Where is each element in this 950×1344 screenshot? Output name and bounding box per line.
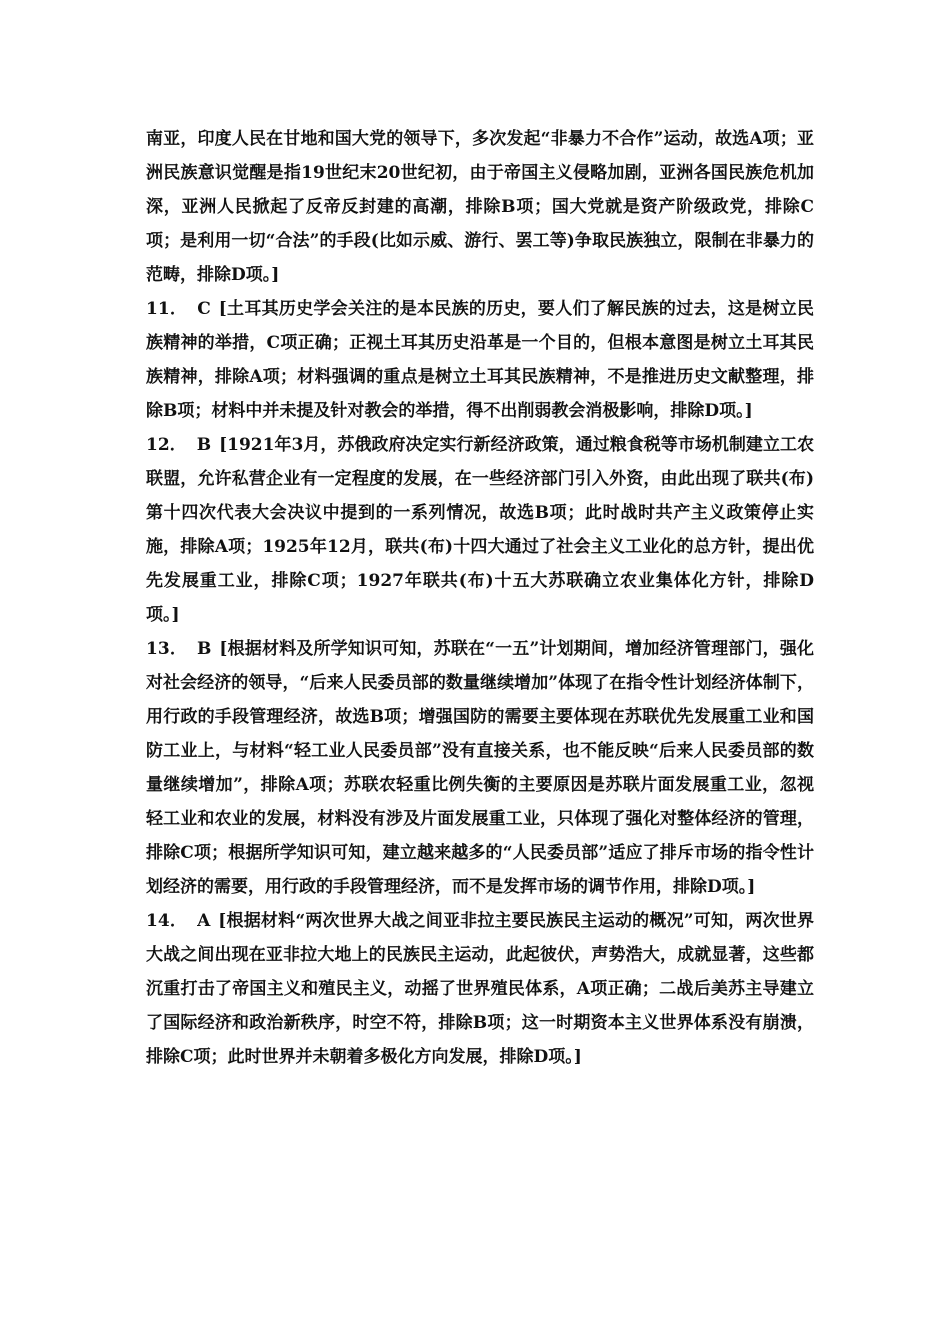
document-page — [146, 122, 814, 1074]
answer-letter: A — [197, 911, 211, 931]
answer-letter: C — [197, 299, 211, 319]
question-number: 13． — [146, 639, 188, 659]
question-number: 14． — [146, 911, 188, 931]
answer-item-11 — [146, 292, 814, 428]
answer-item-12 — [146, 428, 814, 632]
intro-paragraph: 南亚，印度人民在甘地和国大党的领导下，多次发起“非暴力不合作”运动，故选A项；亚洲民族意识觉醒是指19世纪末20世纪初，由于帝国主义侵略加剧，亚洲各国民族危机加深，亚洲人民掀起了反帝反封建的高潮，排除B项；国大党就是资产阶级政党，排除C项；是利用一切“合法”的手段(比如示威、游行、罢工等)争取民族独立，限制在非暴力的范畴，排除D项。] — [146, 129, 814, 285]
answer-explanation: [根据材料及所学知识可知，苏联在“一五”计划期间，增加经济管理部门，强化对社会经济的领导，“后来人民委员部的数量继续增加”体现了在指令性计划经济体制下，用行政的手段管理经济，故选B项；增强国防的需要主要体现在苏联优先发展重工业和国防工业上，与材料“轻工业人民委员部”没有直接关系，也不能反映“后来人民委员部的数量继续增加”，排除A项；苏联农轻重比例失衡的主要原因是苏联片面发展重工业，忽视轻工业和农业的发展，材料没有涉及片面发展重工业，只体现了强化对整体经济的管理，排除C项；根据所学知识可知，建立越来越多的“人民委员部”适应了排斥市场的指令性计划经济的需要，用行政的手段管理经济，而不是发挥市场的调节作用，排除D项。] — [146, 639, 814, 897]
answer-explanation: [根据材料“两次世界大战之间亚非拉主要民族民主运动的概况”可知，两次世界大战之间出现在亚非拉大地上的民族民主运动，此起彼伏，声势浩大，成就显著，这些都沉重打击了帝国主义和殖民主义，动摇了世界殖民体系，A项正确；二战后美苏主导建立了国际经济和政治新秩序，时空不符，排除B项；这一时期资本主义世界体系没有崩溃，排除C项；此时世界并未朝着多极化方向发展，排除D项。] — [146, 911, 814, 1067]
answer-explanation: [土耳其历史学会关注的是本民族的历史，要人们了解民族的过去，这是树立民族精神的举措，C项正确；正视土耳其历史沿革是一个目的，但根本意图是树立土耳其民族精神，排除A项；材料强调的重点是树立土耳其民族精神，不是推进历史文献整理，排除B项；材料中并未提及针对教会的举措，得不出削弱教会消极影响，排除D项。] — [146, 299, 814, 421]
answer-item-13 — [146, 632, 814, 904]
answer-letter: B — [197, 639, 212, 659]
answer-explanation: [1921年3月，苏俄政府决定实行新经济政策，通过粮食税等市场机制建立工农联盟，允许私营企业有一定程度的发展，在一些经济部门引入外资，由此出现了联共(布)第十四次代表大会决议中提到的一系列情况，故选B项；此时战时共产主义政策停止实施，排除A项；1925年12月，联共(布)十四大通过了社会主义工业化的总方针，提出优先发展重工业，排除C项；1927年联共(布)十五大苏联确立农业集体化方针，排除D项。] — [146, 435, 814, 625]
answer-item-14 — [146, 904, 814, 1074]
question-number: 12． — [146, 435, 187, 455]
answer-letter: B — [196, 435, 212, 455]
question-number: 11． — [146, 299, 188, 319]
